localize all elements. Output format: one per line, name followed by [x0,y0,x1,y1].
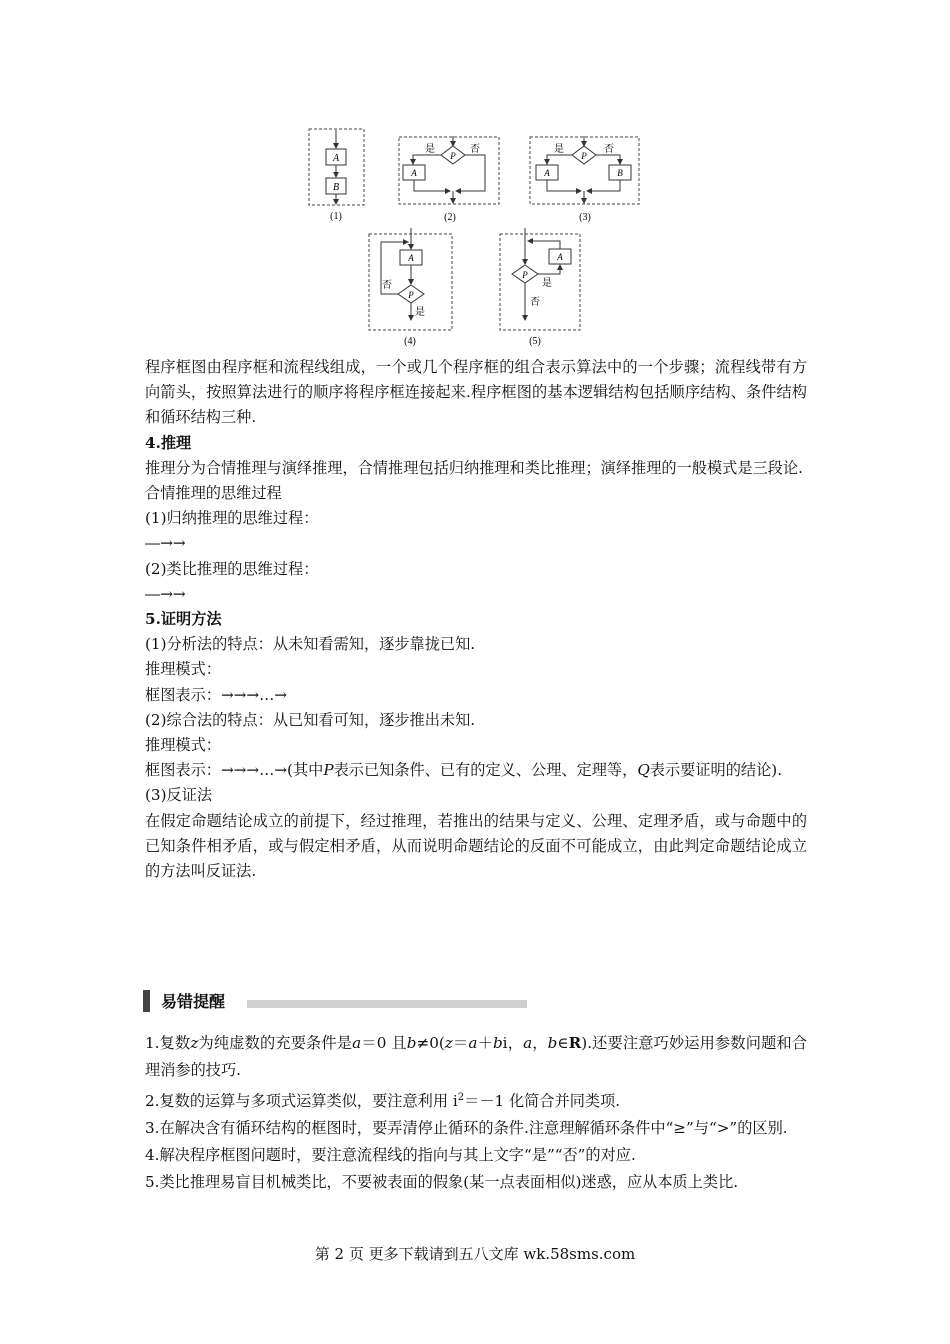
text-span: ＝－1 化简合并同类项. [464,1092,621,1111]
tips-list [145,1030,807,1196]
var: a [352,1034,362,1052]
box-a-label: A [411,168,417,178]
flowchart-loop-while [499,228,583,348]
paragraph: 推理模式： [145,736,221,755]
text-span: 1.复数 [145,1034,191,1052]
paragraph: 合情推理的思维过程 [145,484,282,503]
box-a-label: A [557,252,563,262]
tip-item [145,1084,807,1115]
yes-label: 是 [425,144,435,155]
paragraph [145,758,807,783]
flowchart-condition-single [398,136,501,223]
body-text [145,355,807,884]
yes-label: 是 [415,307,425,318]
text-span: ， [532,1034,548,1052]
caption: (4) [404,336,416,347]
page-footer: 第 2 页 更多下载请到五八文库 wk.58sms.com [314,1245,636,1263]
text-span: 为纯虚数的充要条件是 [198,1034,353,1052]
caption: (1) [330,211,342,222]
var-p: P [323,761,334,780]
var: z [190,1034,199,1052]
text-span: i， [502,1034,524,1052]
cond-label: P [408,290,414,300]
var-q: Q [637,761,650,780]
text-span: 2.复数的运算与多项式运算类似，要注意利用 i [145,1092,458,1111]
no-label: 否 [382,280,392,291]
var: b [406,1034,417,1052]
cond-label: P [450,151,456,161]
box-b-label: B [617,168,623,178]
text-span: ).还要注意巧妙运用参数问题和合理消参的技巧. [145,1034,808,1079]
yes-label: 是 [542,278,552,289]
text-span: ＝0 且 [361,1034,407,1052]
flowchart-sequence [308,128,366,223]
text-span: ＋ [477,1034,493,1052]
paragraph: (2)类比推理的思维过程： [145,559,319,578]
paragraph: 程序框图由程序框和流程线组成，一个或几个程序框的组合表示算法中的一个步骤；流程线带有方向箭头，按照算法进行的顺序将程序框连接起来.程序框图的基本逻辑结构包括顺序结构、条件结构和循环结构三种. [145,358,807,427]
box-a-label: A [544,168,550,178]
text-span: ＝ [452,1034,469,1052]
paragraph: 推理模式： [145,660,221,679]
yes-label: 是 [554,144,564,155]
var: b [492,1034,503,1052]
set-r: R [568,1034,582,1052]
flowchart-loop-until [368,228,454,348]
caption: (5) [529,336,541,347]
var: b [547,1034,558,1052]
section-header [143,988,533,1014]
section-rule [247,1000,527,1008]
no-label: 否 [604,144,614,155]
heading-proof-methods: 5.证明方法 [145,610,222,629]
paragraph: 在假定命题结论成立的前提下，经过推理，若推出的结果与定义、公理、定理矛盾，或与命题中的已知条件相矛盾，或与假定相矛盾，从而说明命题结论的反面不可能成立，由此判定命题结论成立的方法叫反证法. [145,811,807,881]
flowchart-condition-double [529,136,641,223]
tip-item: 5.类比推理易盲目机械类比，不要被表面的假象(某一点表面相似)迷惑，应从本质上类比. [145,1173,739,1192]
text-span: ≠0( [416,1034,445,1052]
text-span: 框图表示：→→→…→(其中 [145,761,324,780]
superscript: 2 [457,1092,465,1103]
arrow-line: ―→→ [145,534,186,553]
paragraph: 推理分为合情推理与演绎推理，合情推理包括归纳推理和类比推理；演绎推理的一般模式是三段论. [145,458,803,477]
text-span: 表示已知条件、已有的定义、公理、定理等， [333,761,638,780]
arrow-line: ―→→ [145,584,186,603]
tip-item: 3.在解决含有循环结构的框图时，要弄清停止循环的条件.注意理解循环条件中“≥”与“>”的区别. [145,1119,788,1138]
paragraph: (3)反证法 [145,786,213,805]
var: a [523,1034,533,1052]
section-title: 易错提醒 [161,992,226,1011]
cond-label: P [522,270,528,280]
no-label: 否 [470,144,480,155]
text-span: ∈ [557,1034,569,1052]
heading-reasoning: 4.推理 [145,433,192,452]
text-span: 表示要证明的结论). [649,761,783,780]
var: z [444,1034,453,1052]
paragraph: (1)归纳推理的思维过程： [145,509,319,528]
box-a-label: A [408,253,414,263]
caption: (3) [579,212,591,223]
caption: (2) [444,212,456,223]
no-label: 否 [530,297,540,308]
section-bar [143,990,150,1012]
var: a [468,1034,478,1052]
paragraph: 框图表示：→→→…→ [145,685,288,704]
cond-label: P [581,151,587,161]
tip-item: 4.解决程序框图问题时，要注意流程线的指向与其上文字“是”“否”的对应. [145,1146,636,1165]
paragraph: (2)综合法的特点：从已知看可知，逐步推出未知. [145,710,476,729]
box-b-label: B [332,182,340,193]
paragraph: (1)分析法的特点：从未知看需知，逐步靠拢已知. [145,635,476,654]
box-a-label: A [332,153,340,164]
tip-item [145,1030,807,1084]
